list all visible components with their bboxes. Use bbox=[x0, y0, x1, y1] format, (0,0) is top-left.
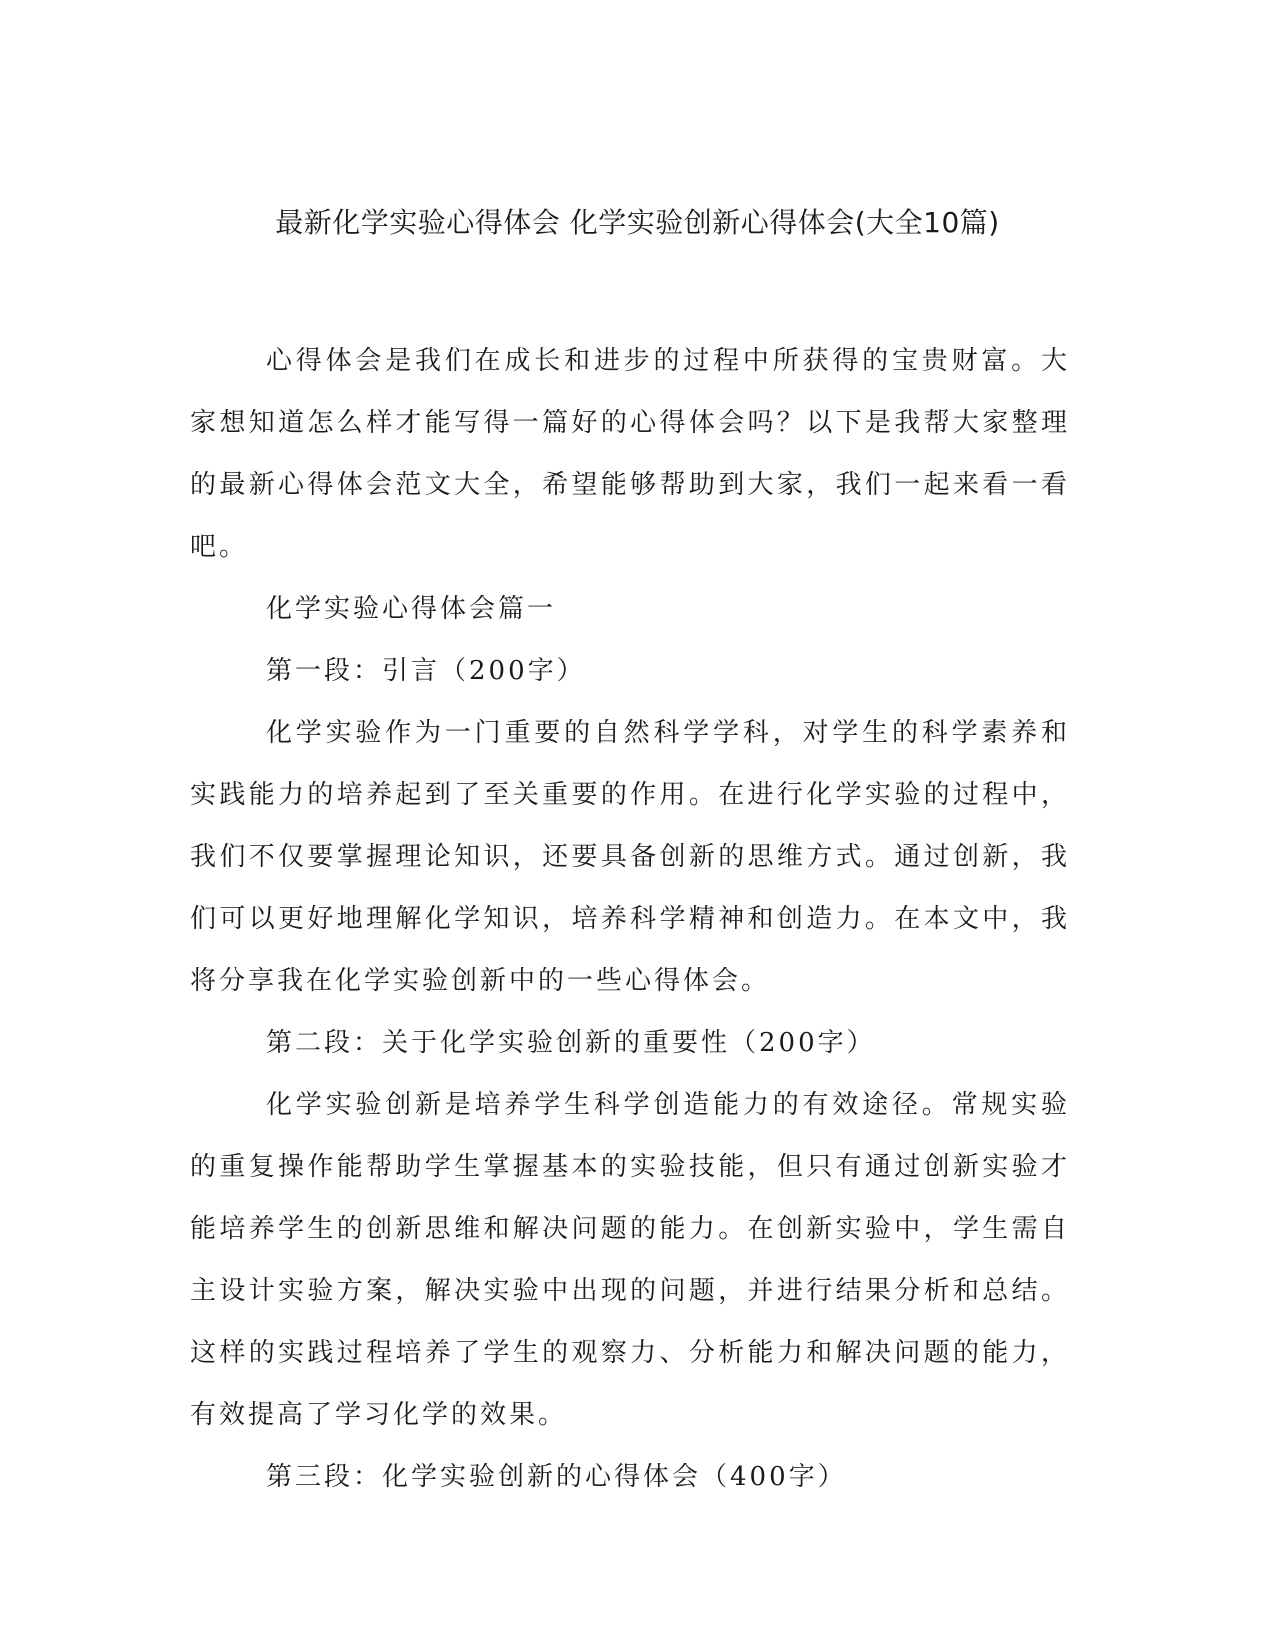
section-heading-part-three: 第三段：化学实验创新的心得体会（400字） bbox=[266, 1462, 847, 1492]
document-body bbox=[190, 330, 1070, 1508]
intro-paragraph: 心得体会是我们在成长和进步的过程中所获得的宝贵财富。大家想知道怎么样才能写得一篇好的心得体会吗？以下是我帮大家整理的最新心得体会范文大全，希望能够帮助到大家，我们一起来看一看吧。 bbox=[190, 346, 1070, 562]
section-heading-part-one: 第一段：引言（200字） bbox=[266, 656, 586, 686]
section-heading-part-two: 第二段：关于化学实验创新的重要性（200字） bbox=[266, 1028, 876, 1058]
section-heading-article-one: 化学实验心得体会篇一 bbox=[266, 594, 557, 624]
body-paragraph: 化学实验创新是培养学生科学创造能力的有效途径。常规实验的重复操作能帮助学生掌握基本的实验技能，但只有通过创新实验才能培养学生的创新思维和解决问题的能力。在创新实验中，学生需自主设计实验方案，解决实验中出现的问题，并进行结果分析和总结。这样的实践过程培养了学生的观察力、分析能力和解决问题的能力，有效提高了学习化学的效果。 bbox=[190, 1090, 1070, 1430]
document-title: 最新化学实验心得体会 化学实验创新心得体会(大全10篇) bbox=[275, 206, 1000, 239]
body-paragraph: 化学实验作为一门重要的自然科学学科，对学生的科学素养和实践能力的培养起到了至关重要的作用。在进行化学实验的过程中，我们不仅要掌握理论知识，还要具备创新的思维方式。通过创新，我们可以更好地理解化学知识，培养科学精神和创造力。在本文中，我将分享我在化学实验创新中的一些心得体会。 bbox=[190, 718, 1070, 996]
